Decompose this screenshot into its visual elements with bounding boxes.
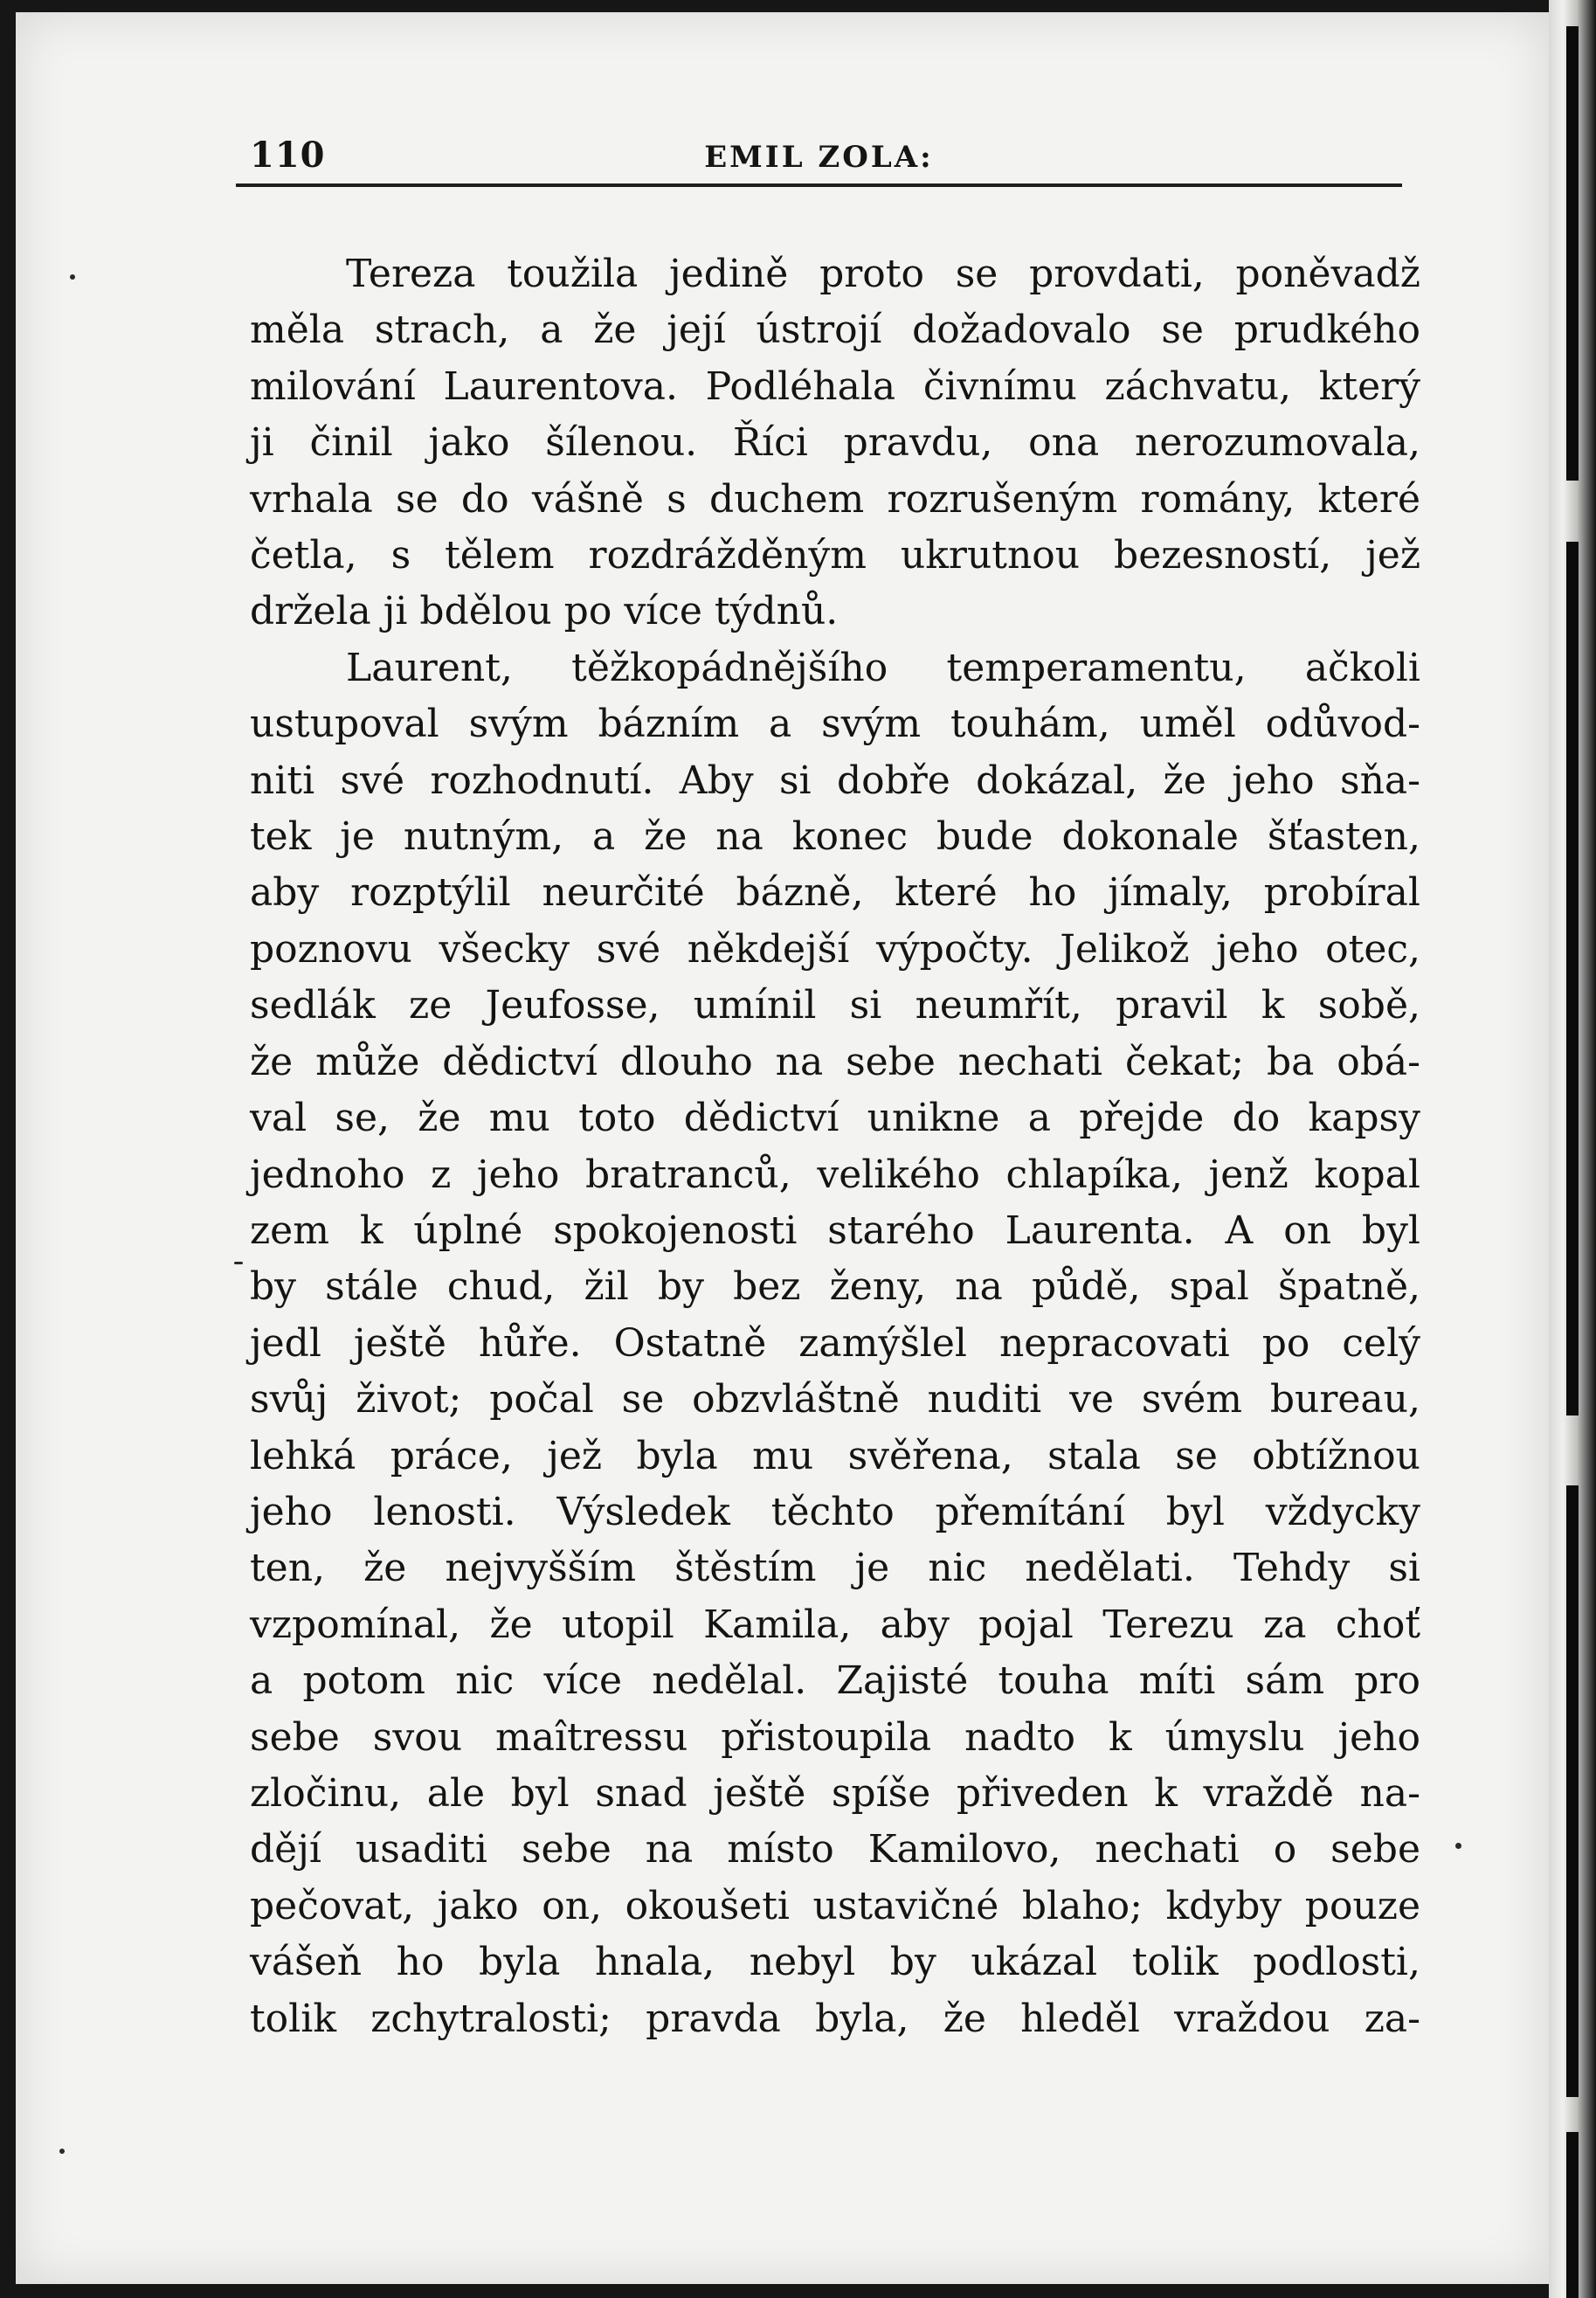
text-line: zem k úplné spokojenosti starého Laurenta. A on byl <box>250 1208 1420 1253</box>
edge-bar <box>1566 1485 1579 2097</box>
text-line: by stále chud, žil by bez ženy, na půdě, spal špatně, <box>250 1264 1420 1310</box>
text-line: jeho lenosti. Výsledek těchto přemítání byl vždycky <box>250 1489 1420 1534</box>
text-line: ji činil jako šílenou. Říci pravdu, ona nerozumovala, <box>250 420 1420 466</box>
text-line: sebe svou maîtressu přistoupila nadto k úmyslu jeho <box>250 1714 1420 1760</box>
paragraph-1 <box>250 246 1420 640</box>
text-line: svůj život; počal se obzvláštně nuditi ve svém bureau, <box>250 1377 1420 1422</box>
ink-speck <box>59 2149 65 2154</box>
text-line: lehká práce, jež byla mu svěřena, stala se obtížnou <box>250 1433 1420 1478</box>
text-line: ustupoval svým bázním a svým touhám, uměl odůvod- <box>250 702 1420 747</box>
text-line: dějí usaditi sebe na místo Kamilovo, nechati o sebe <box>250 1827 1420 1872</box>
edge-bar <box>1566 542 1579 1415</box>
page-edge-shadow <box>1549 0 1596 2298</box>
ink-speck <box>1455 1843 1461 1849</box>
text-line: jedl ještě hůře. Ostatně zamýšlel nepracovati po celý <box>250 1320 1420 1366</box>
text-line: milování Laurentova. Podléhala čivnímu záchvatu, který <box>250 363 1420 409</box>
edge-bar <box>1566 2132 1579 2298</box>
page-number: 110 <box>250 135 326 176</box>
text-line: poznovu všecky své někdejší výpočty. Jelikož jeho otec, <box>250 926 1420 972</box>
text-line: val se, že mu toto dědictví unikne a přejde do kapsy <box>250 1096 1420 1141</box>
text-line: aby rozptýlil neurčité bázně, které ho jímaly, probíral <box>250 870 1420 916</box>
text-line: měla strach, a že její ústrojí dožadovalo se prudkého <box>250 308 1420 353</box>
text-line: ten, že nejvyšším štěstím je nic nedělati. Tehdy si <box>250 1546 1420 1591</box>
running-head: EMIL ZOLA: <box>704 140 934 175</box>
text-line: zločinu, ale byl snad ještě spíše přiveden k vraždě na- <box>250 1770 1420 1816</box>
body-text <box>250 246 1420 2047</box>
text-line: sedlák ze Jeufosse, umínil si neumřít, pravil k sobě, <box>250 983 1420 1028</box>
text-line: Tereza toužila jedině proto se provdati, poněvadž <box>346 252 1420 296</box>
ink-speck <box>234 1262 243 1264</box>
text-line: a potom nic více nedělal. Zajisté touha míti sám pro <box>250 1658 1420 1704</box>
text-line: Laurent, těžkopádnějšího temperamentu, ačkoli <box>346 645 1420 690</box>
text-line: pečovat, jako on, okoušeti ustavičné blaho; kdyby pouze <box>250 1883 1420 1928</box>
text-line: že může dědictví dlouho na sebe nechati čekat; ba obá- <box>250 1039 1420 1084</box>
text-line: niti své rozhodnutí. Aby si dobře dokázal, že jeho sňa- <box>250 758 1420 803</box>
page-header <box>236 122 1402 187</box>
text-line: jednoho z jeho bratranců, velikého chlapíka, jenž kopal <box>250 1152 1420 1197</box>
text-line: vzpomínal, že utopil Kamila, aby pojal Terezu za choť <box>250 1602 1420 1647</box>
text-line: tek je nutným, a že na konec bude dokonale šťasten, <box>250 814 1420 860</box>
ink-speck <box>70 274 75 280</box>
text-line: tolik zchytralosti; pravda byla, že hleděl vraždou za- <box>250 1996 1420 2041</box>
text-line: vrhala se do vášně s duchem rozrušeným romány, které <box>250 476 1420 522</box>
text-line: četla, s tělem rozdrážděným ukrutnou bezesností, jež <box>250 533 1420 578</box>
text-line: vášeň ho byla hnala, nebyl by ukázal tolik podlosti, <box>250 1940 1420 1985</box>
text-line: držela ji bdělou po více týdnů. <box>250 589 839 634</box>
edge-bar <box>1566 26 1579 481</box>
paragraph-2 <box>250 640 1420 2047</box>
